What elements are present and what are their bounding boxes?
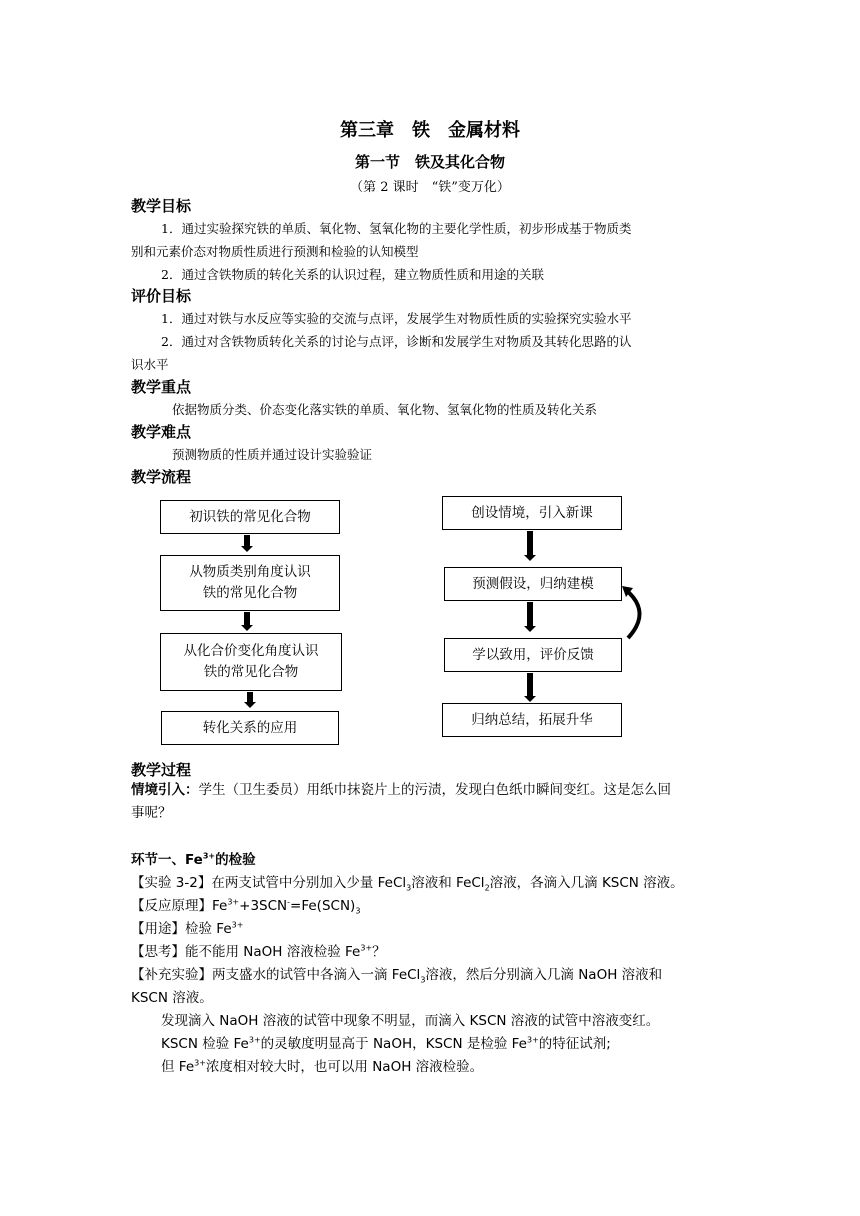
key-heading: 教学重点: [131, 378, 192, 396]
difficulty-heading: 教学难点: [131, 423, 192, 441]
flow-left-box-2: [160, 555, 340, 611]
process-heading: 教学过程: [131, 761, 192, 779]
but-line: [161, 1056, 483, 1079]
use-line: [131, 918, 243, 941]
react-e: =Fe(SCN): [290, 898, 356, 914]
k-c: 的灵敏度明显高于 NaOH，KSCN 是检验 Fe: [260, 1036, 527, 1052]
flow-right-box-1: [442, 496, 622, 530]
feedback-loop-arrow: [620, 582, 650, 644]
k-d: 3+: [526, 1035, 539, 1045]
flow-left-label-1: 初识铁的常见化合物: [189, 508, 311, 525]
k-e: 的特征试剂;: [538, 1036, 611, 1052]
think-a: 【思考】能不能用 NaOH 溶液检验 Fe: [131, 944, 361, 960]
flow-left-box-3: [160, 633, 342, 691]
intro-label: 情境引入：: [131, 782, 199, 798]
goal-item-1-cont: 别和元素价态对物质性质进行预测和检验的认知模型: [131, 244, 419, 259]
flow-left-label-3b: 铁的常见化合物: [203, 664, 299, 680]
flow-arrow-shaft: [527, 531, 533, 556]
key-text: 依据物质分类、价态变化落实铁的单质、氧化物、氢氧化物的性质及转化关系: [172, 402, 598, 417]
exp-e: 溶液，各滴入几滴 KSCN 溶液。: [489, 875, 684, 891]
k-a: KSCN 检验 Fe: [161, 1036, 249, 1052]
eval-item-2: 2．通过对含铁物质转化关系的讨论与点评，诊断和发展学生对物质及其转化思路的认: [161, 334, 632, 349]
eval-item-2-cont: 识水平: [131, 357, 169, 372]
flow-left-label-4: 转化关系的应用: [202, 719, 298, 736]
flow-right-label-4: 归纳总结，拓展升华: [471, 711, 593, 728]
goals-heading: 教学目标: [131, 197, 192, 215]
supplement-line-2: KSCN 溶液。: [131, 990, 213, 1006]
flow-right-box-2: [444, 567, 622, 601]
flow-right-label-1: 创设情境，引入新课: [471, 504, 593, 521]
experiment-line: [131, 872, 684, 895]
part1-heading-post: 的检验: [215, 852, 256, 868]
react-a: 【反应原理】Fe: [131, 898, 228, 914]
think-b: 3+: [360, 943, 373, 953]
but-c: 浓度相对较大时，也可以用 NaOH 溶液检验。: [205, 1059, 484, 1075]
intro-line-2: 事呢？: [131, 805, 172, 821]
intro-text: 学生（卫生委员）用纸巾抹瓷片上的污渍，发现白色纸巾瞬间变红。这是怎么回: [198, 782, 671, 798]
flow-heading: 教学流程: [131, 468, 192, 486]
flow-left-box-1: [160, 500, 340, 534]
use-a: 【用途】检验 Fe: [131, 921, 232, 937]
kscn-line: [161, 1033, 611, 1056]
but-a: 但 Fe: [161, 1059, 195, 1075]
sup-b: 3: [420, 975, 426, 985]
eval-item-1: 1．通过对铁与水反应等实验的交流与点评，发展学生对物质性质的实验探究实验水平: [161, 311, 632, 326]
goal-item-2: 2．通过含铁物质的转化关系的认识过程，建立物质性质和用途的关联: [161, 267, 544, 282]
flow-right-box-4: [442, 703, 622, 737]
reaction-line: [131, 895, 360, 918]
think-c: ？: [372, 944, 386, 960]
flow-arrow-shaft: [527, 673, 533, 697]
intro-line-1: [131, 779, 671, 802]
section-title: 第一节 铁及其化合物: [354, 153, 505, 171]
difficulty-text: 预测物质的性质并通过设计实验验证: [172, 447, 373, 462]
flow-left-label-3a: 从化合价变化角度认识: [183, 643, 319, 659]
think-line: [131, 941, 386, 964]
part1-heading-pre: 环节一、Fe: [131, 852, 203, 868]
flow-arrow-head: [241, 625, 253, 631]
react-d: -: [287, 897, 291, 907]
flow-left-label-2b: 铁的常见化合物: [202, 585, 298, 601]
flow-right-label-3: 学以致用，评价反馈: [472, 646, 594, 663]
sup-c: 溶液，然后分别滴入几滴 NaOH 溶液和: [425, 967, 663, 983]
flow-left-box-4: [161, 711, 339, 745]
flow-arrow-head: [524, 626, 536, 632]
flow-right-box-3: [444, 638, 622, 672]
exp-c: 溶液和 FeCl: [411, 875, 485, 891]
k-b: 3+: [248, 1035, 261, 1045]
flow-right-label-2: 预测假设，归纳建模: [472, 575, 594, 592]
part1-heading: [131, 849, 256, 872]
flow-arrow-head: [241, 546, 253, 552]
exp-d: 2: [484, 883, 490, 893]
flow-arrow-shaft: [244, 612, 250, 626]
sup-a: 【补充实验】两支盛水的试管中各滴入一滴 FeCl: [131, 967, 421, 983]
react-f: 3: [355, 906, 361, 916]
react-b: 3+: [227, 897, 240, 907]
react-c: +3SCN: [239, 898, 288, 914]
flow-arrow-head: [524, 555, 536, 561]
flow-arrow-head: [244, 702, 256, 708]
use-b: 3+: [231, 920, 244, 930]
part1-heading-sup: 3+: [202, 851, 216, 861]
chapter-title: 第三章 铁 金属材料: [340, 120, 520, 141]
flow-left-label-2a: 从物质类别角度认识: [189, 564, 311, 580]
exp-a: 【实验 3-2】在两支试管中分别加入少量 FeCl: [131, 875, 407, 891]
flow-arrow-head: [524, 696, 536, 702]
goal-item-1: 1．通过实验探究铁的单质、氧化物、氢氧化物的主要化学性质，初步形成基于物质类: [161, 221, 632, 236]
observation-line: 发现滴入 NaOH 溶液的试管中现象不明显，而滴入 KSCN 溶液的试管中溶液变红。: [161, 1013, 660, 1029]
exp-b: 3: [406, 883, 412, 893]
flow-arrow-shaft: [527, 602, 533, 627]
lesson-subtitle: （第 2 课时 “铁”变万化）: [350, 180, 510, 195]
but-b: 3+: [194, 1058, 206, 1068]
eval-heading: 评价目标: [131, 287, 192, 305]
supplement-line-1: [131, 964, 662, 987]
